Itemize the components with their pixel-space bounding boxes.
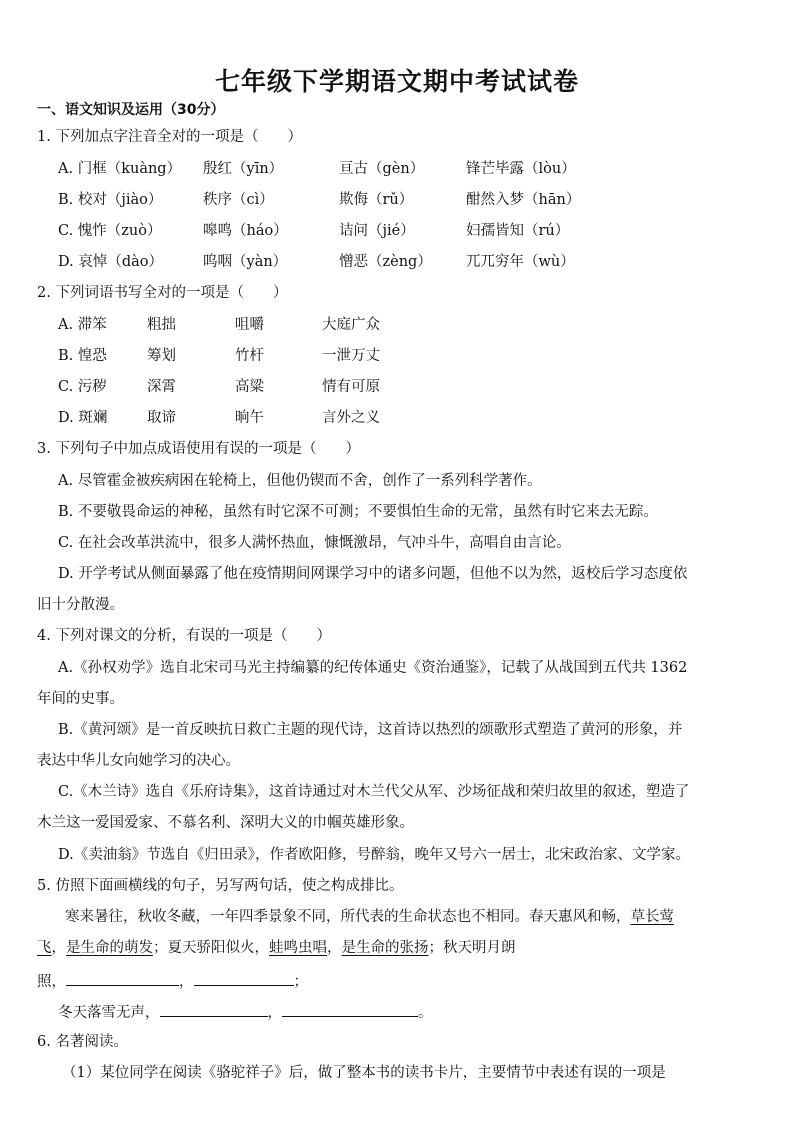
q2-option-a-1: A. 滞笨 — [58, 317, 107, 333]
q5-answer-line-winter — [58, 1002, 433, 1022]
q1-option-c-3: 诘问（jié） — [339, 223, 415, 239]
q5-passage-text: ， — [327, 940, 342, 956]
question-3-stem: 3. 下列句子中加点成语使用有误的一项是（ ） — [37, 441, 360, 457]
q5-passage-text: ；夏天骄阳似火， — [153, 940, 269, 956]
page-title: 七年级下学期语文期中考试试卷 — [214, 67, 579, 96]
q5-underlined-phrase: 草长莺 — [630, 909, 674, 925]
q2-option-c-1: C. 污秽 — [58, 379, 107, 395]
q1-option-b-1: B. 校对（jiào） — [58, 192, 163, 208]
q1-option-b-3: 欺侮（rǔ） — [339, 192, 414, 208]
q4-option-c: C.《木兰诗》选自《乐府诗集》，这首诗通过对木兰代父从军、沙场征战和荣归故里的叙述，塑造了 — [58, 784, 690, 800]
q1-option-a-2: 殷红（yīn） — [203, 161, 284, 177]
q2-option-b-2: 筹划 — [147, 348, 176, 364]
answer-blank[interactable] — [66, 971, 179, 986]
q4-option-b-continued: 表达中华儿女向她学习的决心。 — [37, 753, 240, 769]
q5-underlined-phrase: 是生命的萌发 — [66, 940, 153, 956]
q2-option-d-4: 言外之义 — [322, 410, 380, 426]
q4-option-b: B.《黄河颂》是一首反映抗日救亡主题的现代诗，这首诗以热烈的颂歌形式塑造了黄河的形象，并 — [58, 722, 683, 738]
q2-option-d-2: 取谛 — [147, 410, 176, 426]
q4-option-a: A.《孙权劝学》选自北宋司马光主持编纂的纪传体通史《资治通鉴》，记载了从战国到五代共 1362 — [58, 660, 688, 676]
q3-option-b: B. 不要敬畏命运的神秘，虽然有时它深不可测；不要惧怕生命的无常，虽然有时它来去无踪。 — [58, 504, 658, 520]
q3-option-a: A. 尽管霍金被疾病困在轮椅上，但他仍锲而不舍，创作了一系列科学著作。 — [58, 473, 542, 489]
q1-option-d-1: D. 哀悼（dào） — [58, 254, 163, 270]
q1-option-c-4: 妇孺皆知（rú） — [466, 223, 570, 239]
question-6-stem: 6. 名著阅读。 — [37, 1034, 128, 1050]
q1-option-d-4: 兀兀穷年（wù） — [466, 254, 575, 270]
q5-passage-text: ， — [51, 940, 66, 956]
q3-option-c: C. 在社会改革洪流中，很多人满怀热血，慷慨激昂，气冲斗牛，高唱自由言论。 — [58, 535, 571, 551]
q3-option-d: D. 开学考试从侧面暴露了他在疫情期间网课学习中的诸多问题，但他不以为然，返校后学习态度依 — [58, 566, 688, 582]
q5-underlined-phrase: 是生命的张扬 — [341, 940, 429, 956]
q5-passage-text: ；秋天明月朗 — [428, 940, 516, 956]
answer-blank[interactable] — [160, 1002, 268, 1017]
q5-underlined-phrase: 蛙鸣虫唱 — [269, 940, 327, 956]
q2-option-b-3: 竹杆 — [235, 348, 264, 364]
answer-blank[interactable] — [194, 971, 294, 986]
answer-blank[interactable] — [282, 1002, 418, 1017]
q5-passage-text: 照， — [37, 974, 66, 990]
question-5-stem: 5. 仿照下面画横线的句子，另写两句话，使之构成排比。 — [37, 878, 404, 894]
q2-option-c-3: 高粱 — [235, 379, 264, 395]
q1-option-d-3: 憎恶（zèng） — [339, 254, 432, 270]
q2-option-a-2: 粗拙 — [147, 317, 176, 333]
q5-passage-text: 。 — [418, 1005, 433, 1021]
q2-option-a-3: 咀嚼 — [235, 317, 264, 333]
q1-option-a-3: 亘古（gèn） — [339, 161, 425, 177]
q1-option-c-1: C. 愧怍（zuò） — [58, 223, 162, 239]
q1-option-b-2: 秩序（cì） — [203, 192, 274, 208]
question-4-stem: 4. 下列对课文的分析，有误的一项是（ ） — [37, 628, 331, 644]
q2-option-c-2: 深霄 — [147, 379, 176, 395]
q1-option-a-1: A. 门框（kuàng） — [58, 161, 182, 177]
q4-option-c-continued: 木兰这一爱国爱家、不慕名利、深明大义的巾帼英雄形象。 — [37, 815, 414, 831]
q5-underlined-phrase: 飞 — [37, 940, 52, 956]
q5-passage-line-1 — [65, 908, 674, 926]
q5-answer-line-autumn — [37, 971, 308, 991]
q2-option-b-1: B. 惶恐 — [58, 348, 107, 364]
q5-passage-text: ； — [293, 974, 308, 990]
q2-option-a-4: 大庭广众 — [322, 317, 380, 333]
q3-option-d-continued: 旧十分散漫。 — [37, 597, 124, 613]
q5-passage-text: ， — [179, 974, 194, 990]
section-heading: 一、语文知识及运用（30分） — [37, 102, 225, 118]
q4-option-d: D.《卖油翁》节选自《归田录》，作者欧阳修，号醉翁，晚年又号六一居士，北宋政治家、文学家。 — [58, 847, 690, 863]
q1-option-b-4: 酣然入梦（hān） — [466, 192, 581, 208]
q1-option-d-2: 呜咽（yàn） — [203, 254, 288, 270]
q4-option-a-continued: 年间的史事。 — [37, 691, 124, 707]
q5-passage-text: 寒来暑往，秋收冬藏，一年四季景象不同，所代表的生命状态也不相同。春天惠风和畅， — [65, 909, 631, 925]
q5-passage-line-2 — [37, 939, 516, 957]
q2-option-c-4: 情有可原 — [322, 379, 380, 395]
q5-passage-text: 冬天落雪无声， — [58, 1005, 160, 1021]
q6-subquestion-1: （1）某位同学在阅读《骆驼祥子》后，做了整本书的读书卡片，主要情节中表述有误的一项是 — [62, 1065, 666, 1081]
question-1-stem: 1. 下列加点字注音全对的一项是（ ） — [37, 129, 302, 145]
q2-option-b-4: 一泄万丈 — [322, 348, 380, 364]
q5-passage-text: ， — [267, 1005, 282, 1021]
q1-option-a-4: 锋芒毕露（lòu） — [466, 161, 576, 177]
q2-option-d-3: 晌午 — [235, 410, 264, 426]
q1-option-c-2: 嗥鸣（háo） — [203, 223, 288, 239]
q2-option-d-1: D. 斑斓 — [58, 410, 108, 426]
question-2-stem: 2. 下列词语书写全对的一项是（ ） — [37, 285, 288, 301]
